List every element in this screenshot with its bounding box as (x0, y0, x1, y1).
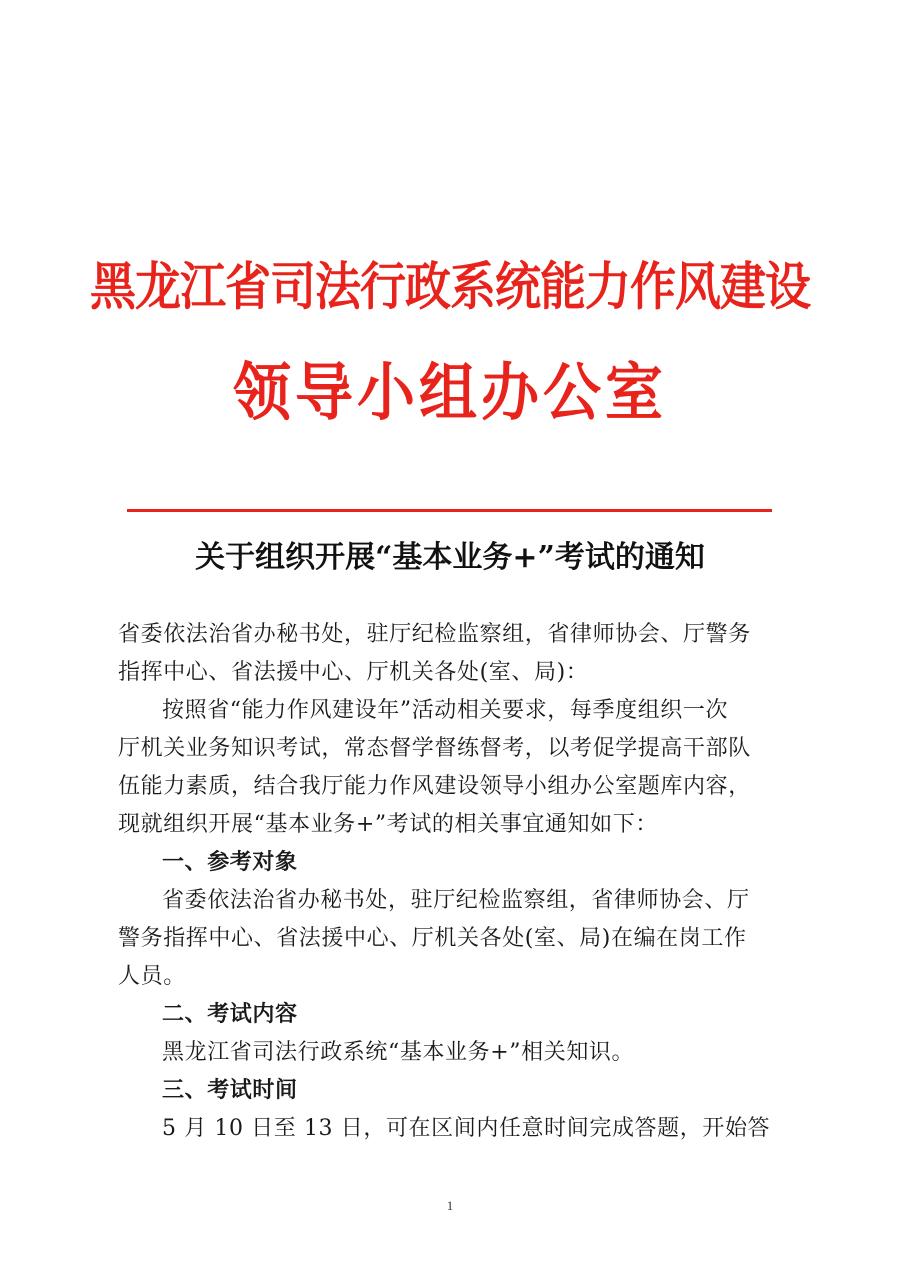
body-line: 省委依法治省办秘书处，驻厅纪检监察组，省律师协会、厅警务 (118, 622, 751, 647)
document-body (118, 616, 788, 1148)
document-title: 关于组织开展“基本业务+”考试的通知 (195, 540, 705, 575)
body-line: 现就组织开展“基本业务+”考试的相关事宜通知如下： (118, 812, 658, 837)
body-line: 警务指挥中心、省法援中心、厅机关各处(室、局)在编在岗工作 (118, 926, 747, 951)
body-line: 省委依法治省办秘书处，驻厅纪检监察组，省律师协会、厅 (162, 888, 750, 913)
masthead-line-2: 领导小组办公室 (232, 355, 667, 430)
body-line: 人员。 (118, 964, 186, 989)
body-line: 伍能力素质，结合我厅能力作风建设领导小组办公室题库内容， (118, 774, 751, 799)
body-line: 指挥中心、省法援中心、厅机关各处(室、局)： (118, 660, 589, 685)
page-number: 1 (446, 1198, 454, 1213)
section-heading: 三、考试时间 (162, 1078, 298, 1103)
body-line: 厅机关业务知识考试，常态督学督练督考，以考促学提高干部队 (118, 736, 751, 761)
body-line: 按照省“能力作风建设年”活动相关要求，每季度组织一次 (162, 698, 729, 723)
body-line: 5 月 10 日至 13 日，可在区间内任意时间完成答题，开始答 (162, 1116, 771, 1141)
red-divider-line (127, 509, 772, 512)
body-line: 黑龙江省司法行政系统“基本业务+”相关知识。 (162, 1040, 635, 1065)
section-heading: 二、考试内容 (162, 1002, 298, 1027)
section-heading: 一、参考对象 (162, 850, 298, 875)
masthead-line-1: 黑龙江省司法行政系统能力作风建设 (90, 256, 810, 317)
